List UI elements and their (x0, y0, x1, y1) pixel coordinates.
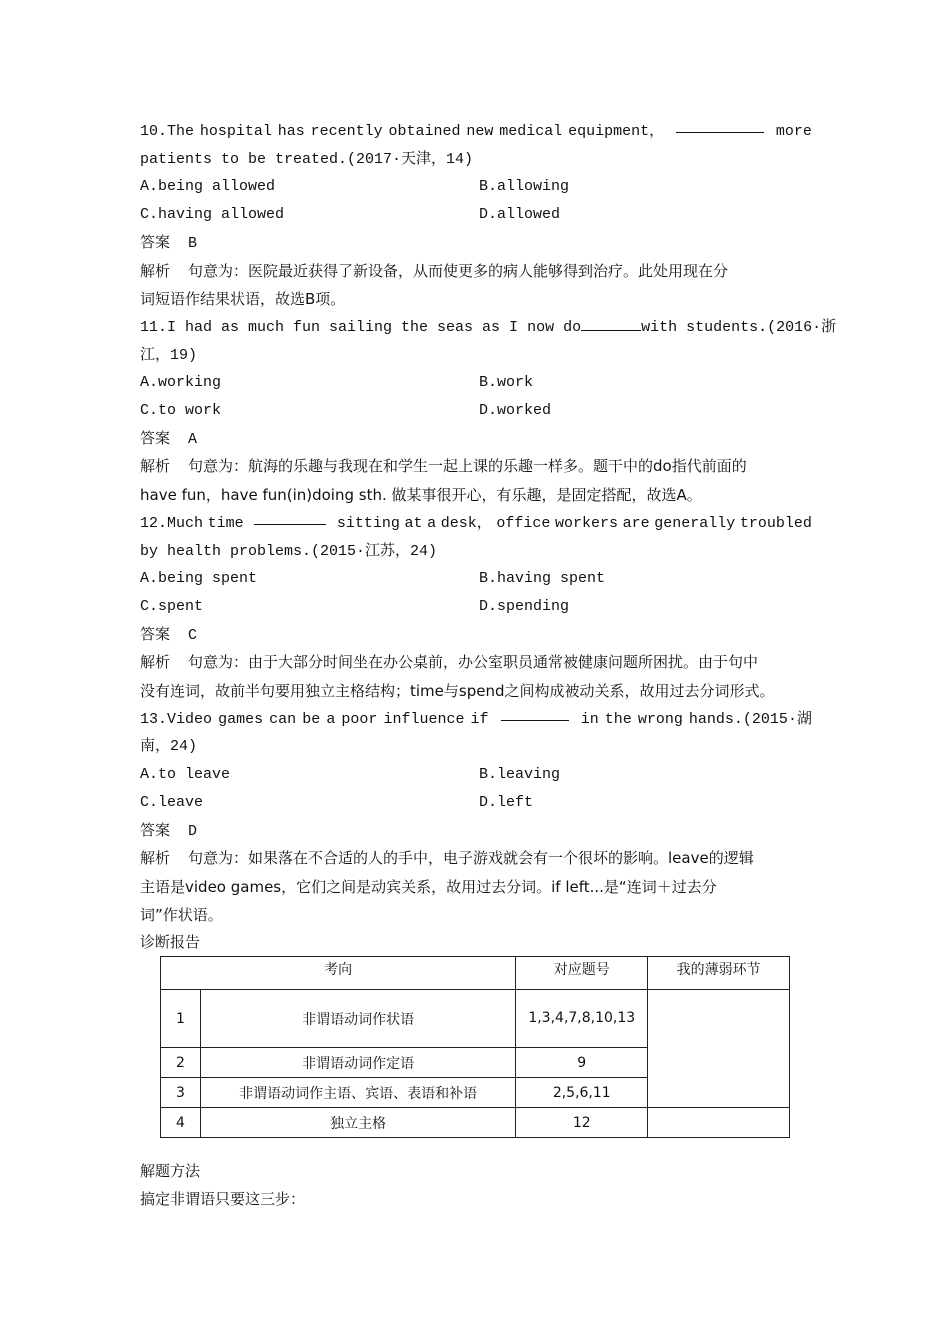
answer-line (140, 817, 812, 846)
option-c: C.leave (140, 793, 204, 811)
weakness-cell (648, 990, 790, 1108)
options (140, 565, 812, 620)
option-a: A.being allowed (140, 178, 276, 196)
method-section (140, 1157, 305, 1213)
answer-line (140, 229, 812, 258)
option-b: B.having spent (479, 570, 606, 588)
answer-blank (254, 510, 326, 525)
answer-label: 答案 (140, 232, 171, 251)
question-stem-cont: patients to be treated.(2017·天津，14) (140, 150, 474, 168)
answer-blank (581, 316, 641, 331)
options (140, 761, 812, 816)
options (140, 173, 812, 228)
analysis-line: 词”作状语。 (140, 905, 223, 924)
question-stem: 13.Video games can be a poor influence if in the wrong hands.(2015·湖 (140, 706, 812, 734)
document-body (140, 118, 837, 957)
analysis-label: 解析 (140, 457, 171, 476)
question-stem: 12.Much time sitting at a desk， office workers are generally troubled (140, 510, 812, 538)
answer-value: B (188, 234, 198, 252)
header-weakness: 我的薄弱环节 (648, 957, 790, 990)
header-questions: 对应题号 (516, 957, 648, 990)
analysis-line: 解析 句意为：由于大部分时间坐在办公桌前，办公室职员通常被健康问题所困扰。由于句中 (140, 653, 759, 672)
answer-value: D (188, 822, 198, 840)
answer-blank (501, 706, 569, 721)
analysis-line: 解析 句意为：如果落在不合适的人的手中，电子游戏就会有一个很坏的影响。leave的逻辑 (140, 849, 754, 868)
table-row: 4 独立主格 12 (161, 1108, 790, 1138)
question-11 (140, 314, 837, 510)
table-row: 1 非谓语动词作状语 1,3,4,7,8,10,13 (161, 990, 790, 1048)
analysis-label: 解析 (140, 261, 171, 280)
option-d: D.left (479, 793, 534, 811)
question-10 (140, 118, 812, 314)
option-b: B.work (479, 374, 534, 392)
question-stem-cont: 南，24) (140, 738, 198, 756)
option-a: A.to leave (140, 766, 231, 784)
option-c: C.having allowed (140, 206, 285, 224)
option-a: A.being spent (140, 570, 258, 588)
option-b: B.allowing (479, 178, 570, 196)
question-12 (140, 510, 812, 706)
question-stem: 10.The hospital has recently obtained new medical equipment， more (140, 118, 812, 146)
option-c: C.to work (140, 402, 222, 420)
table-row: 2 非谓语动词作定语 9 (161, 1048, 790, 1078)
table-row: 3 非谓语动词作主语、宾语、表语和补语 2,5,6,11 (161, 1078, 790, 1108)
question-stem-cont: 江，19) (140, 346, 198, 364)
analysis-label: 解析 (140, 653, 171, 672)
method-text: 搞定非谓语只要这三步： (140, 1190, 306, 1208)
method-title: 解题方法 (140, 1162, 201, 1180)
option-d: D.allowed (479, 206, 561, 224)
option-d: D.spending (479, 597, 570, 615)
answer-label: 答案 (140, 624, 171, 643)
weakness-cell (648, 1108, 790, 1138)
answer-label: 答案 (140, 820, 171, 839)
option-d: D.worked (479, 402, 552, 420)
question-stem: 11.I had as much fun sailing the seas as I now do with students.(2016·浙 (140, 314, 812, 342)
answer-line (140, 621, 812, 650)
option-b: B.leaving (479, 766, 561, 784)
answer-value: A (188, 430, 198, 448)
diagnosis-table (160, 956, 790, 1138)
answer-blank (676, 118, 764, 133)
analysis-line: 解析 句意为：医院最近获得了新设备，从而使更多的病人能够得到治疗。此处用现在分 (140, 261, 729, 280)
question-stem-cont: by health problems.(2015·江苏，24) (140, 542, 438, 560)
analysis-line: 主语是video games，它们之间是动宾关系，故用过去分词。if left...是“连词＋过去分 (140, 877, 717, 896)
analysis-line: 解析 句意为：航海的乐趣与我现在和学生一起上课的乐趣一样多。题干中的do指代前面的 (140, 457, 747, 476)
question-13 (140, 706, 812, 930)
answer-label: 答案 (140, 428, 171, 447)
table-header-row (161, 957, 790, 990)
analysis-line: 词短语作结果状语，故选B项。 (140, 290, 346, 309)
answer-line (140, 425, 812, 454)
options (140, 369, 812, 424)
option-a: A.working (140, 374, 222, 392)
analysis-label: 解析 (140, 849, 171, 868)
answer-value: C (188, 626, 198, 644)
header-topic: 考向 (161, 957, 516, 990)
report-title: 诊断报告 (140, 933, 201, 952)
analysis-line: have fun，have fun(in)doing sth. 做某事很开心，有乐趣，是固定搭配，故选A。 (140, 486, 702, 505)
option-c: C.spent (140, 597, 204, 615)
analysis-line: 没有连词，故前半句要用独立主格结构；time与spend之间构成被动关系，故用过去分词形式。 (140, 682, 775, 701)
